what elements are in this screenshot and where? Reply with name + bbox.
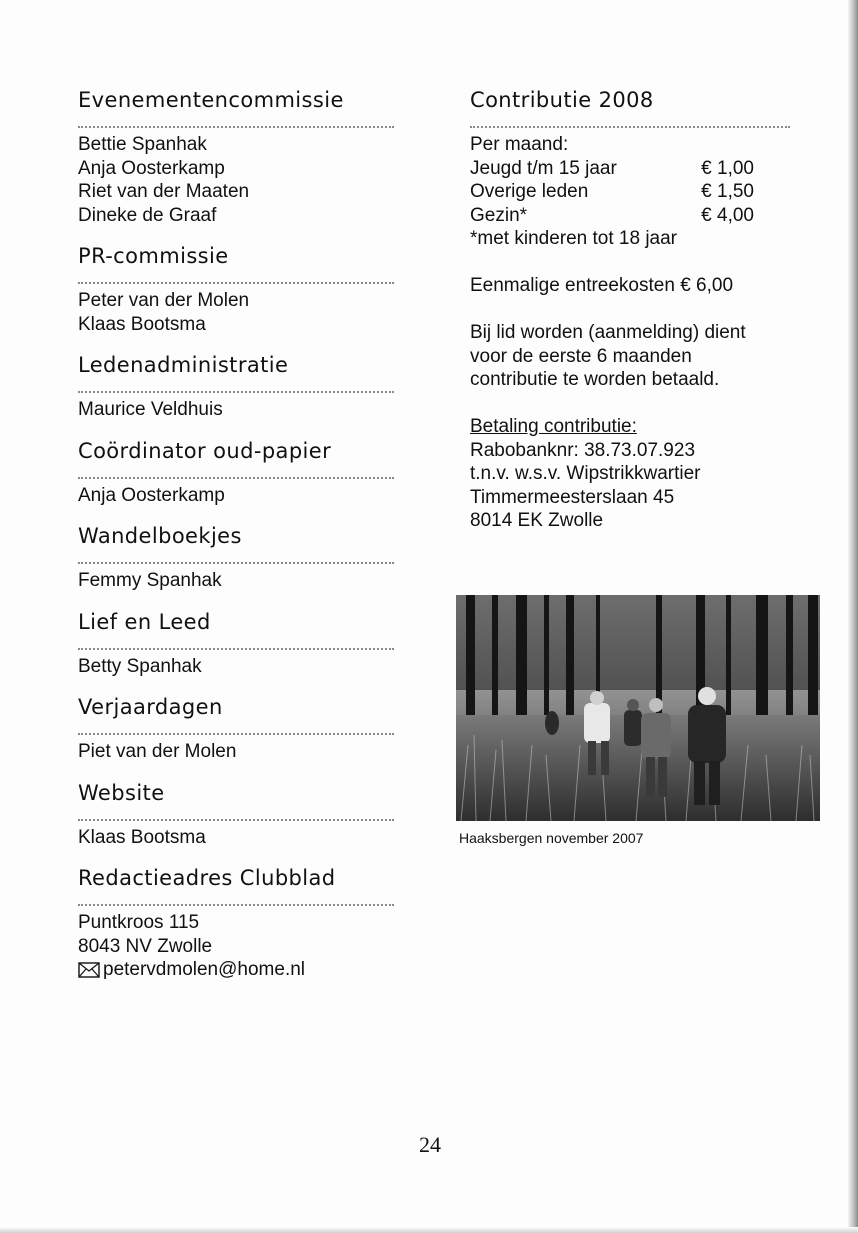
page-edge-shadow (848, 0, 858, 1233)
section-heading: Verjaardagen (78, 695, 223, 719)
section-redactieadres (78, 864, 394, 985)
member-name: Femmy Spanhak (78, 570, 222, 591)
photo-caption: Haaksbergen november 2007 (459, 830, 644, 846)
member-name: Dineke de Graaf (78, 204, 217, 226)
section-coordinator-oud-papier (78, 437, 394, 508)
section-ledenadministratie (78, 351, 394, 422)
section-heading: Lief en Leed (78, 609, 211, 634)
fee-amount: € 4,00 (701, 204, 754, 226)
section-evenementencommissie (78, 86, 394, 227)
section-verjaardagen (78, 693, 394, 764)
betaling-line: Rabobanknr: 38.73.07.923 (470, 439, 696, 461)
page-number: 24 (419, 1132, 441, 1157)
section-heading: Evenementencommissie (78, 88, 344, 112)
fee-label: Overige leden (470, 181, 589, 202)
fee-label: Gezin* (470, 204, 528, 226)
betaling-line: Timmermeesterslaan 45 (470, 486, 675, 508)
dotted-rule (78, 126, 394, 128)
aanmelding-line: contributie te worden betaald. (470, 369, 720, 390)
address-street: Puntkroos 115 (78, 912, 200, 933)
betaling-line: t.n.v. w.s.v. Wipstrikkwartier (470, 463, 701, 484)
address-city: 8043 NV Zwolle (78, 935, 213, 957)
member-name: Anja Oosterkamp (78, 484, 225, 506)
envelope-icon (78, 961, 100, 985)
dotted-rule (78, 733, 394, 735)
dotted-rule (78, 819, 394, 821)
betaling-line: 8014 EK Zwolle (470, 510, 604, 531)
betaling-heading: Betaling contributie: (470, 416, 637, 437)
walkers-in-forest-photo (456, 595, 820, 821)
email-line (78, 958, 394, 985)
fee-row (470, 180, 754, 204)
section-heading: Website (78, 780, 165, 805)
dotted-rule (78, 904, 394, 906)
fee-amount: € 1,50 (701, 181, 754, 202)
committee-list (78, 86, 394, 985)
fee-row (470, 157, 754, 181)
section-heading: Wandelboekjes (78, 524, 242, 548)
section-heading: PR-commissie (78, 244, 229, 268)
aanmelding-line: Bij lid worden (aanmelding) dient (470, 322, 746, 343)
member-name: Bettie Spanhak (78, 134, 207, 155)
section-pr-commissie (78, 242, 394, 336)
member-name: Klaas Bootsma (78, 313, 206, 335)
aanmelding-line: voor de eerste 6 maanden (470, 345, 692, 367)
member-name: Klaas Bootsma (78, 826, 206, 848)
section-website (78, 779, 394, 850)
email-address[interactable]: petervdmolen@home.nl (103, 959, 306, 980)
page-bottom-shadow (0, 1227, 858, 1233)
dotted-rule (78, 648, 394, 650)
contributie-block (470, 86, 790, 533)
section-lief-en-leed (78, 608, 394, 679)
section-heading: Coördinator oud-papier (78, 438, 332, 463)
per-maand-label: Per maand: (470, 134, 569, 155)
section-heading: Ledenadministratie (78, 353, 289, 377)
dotted-rule (78, 477, 394, 479)
section-wandelboekjes (78, 522, 394, 593)
member-name: Riet van der Maaten (78, 181, 250, 202)
dotted-rule (78, 282, 394, 284)
member-name: Anja Oosterkamp (78, 157, 225, 179)
dotted-rule (78, 562, 394, 564)
dotted-rule (470, 126, 790, 128)
member-name: Peter van der Molen (78, 290, 250, 311)
entreekosten: Eenmalige entreekosten € 6,00 (470, 275, 734, 296)
member-name: Piet van der Molen (78, 741, 237, 762)
dotted-rule (78, 391, 394, 393)
fee-amount: € 1,00 (701, 157, 754, 179)
member-name: Maurice Veldhuis (78, 399, 223, 420)
section-heading: Redactieadres Clubblad (78, 866, 336, 890)
member-name: Betty Spanhak (78, 655, 202, 677)
fee-row (470, 204, 754, 228)
fee-label: Jeugd t/m 15 jaar (470, 157, 617, 179)
contributie-heading: Contributie 2008 (470, 88, 654, 112)
fee-footnote: *met kinderen tot 18 jaar (470, 228, 678, 249)
